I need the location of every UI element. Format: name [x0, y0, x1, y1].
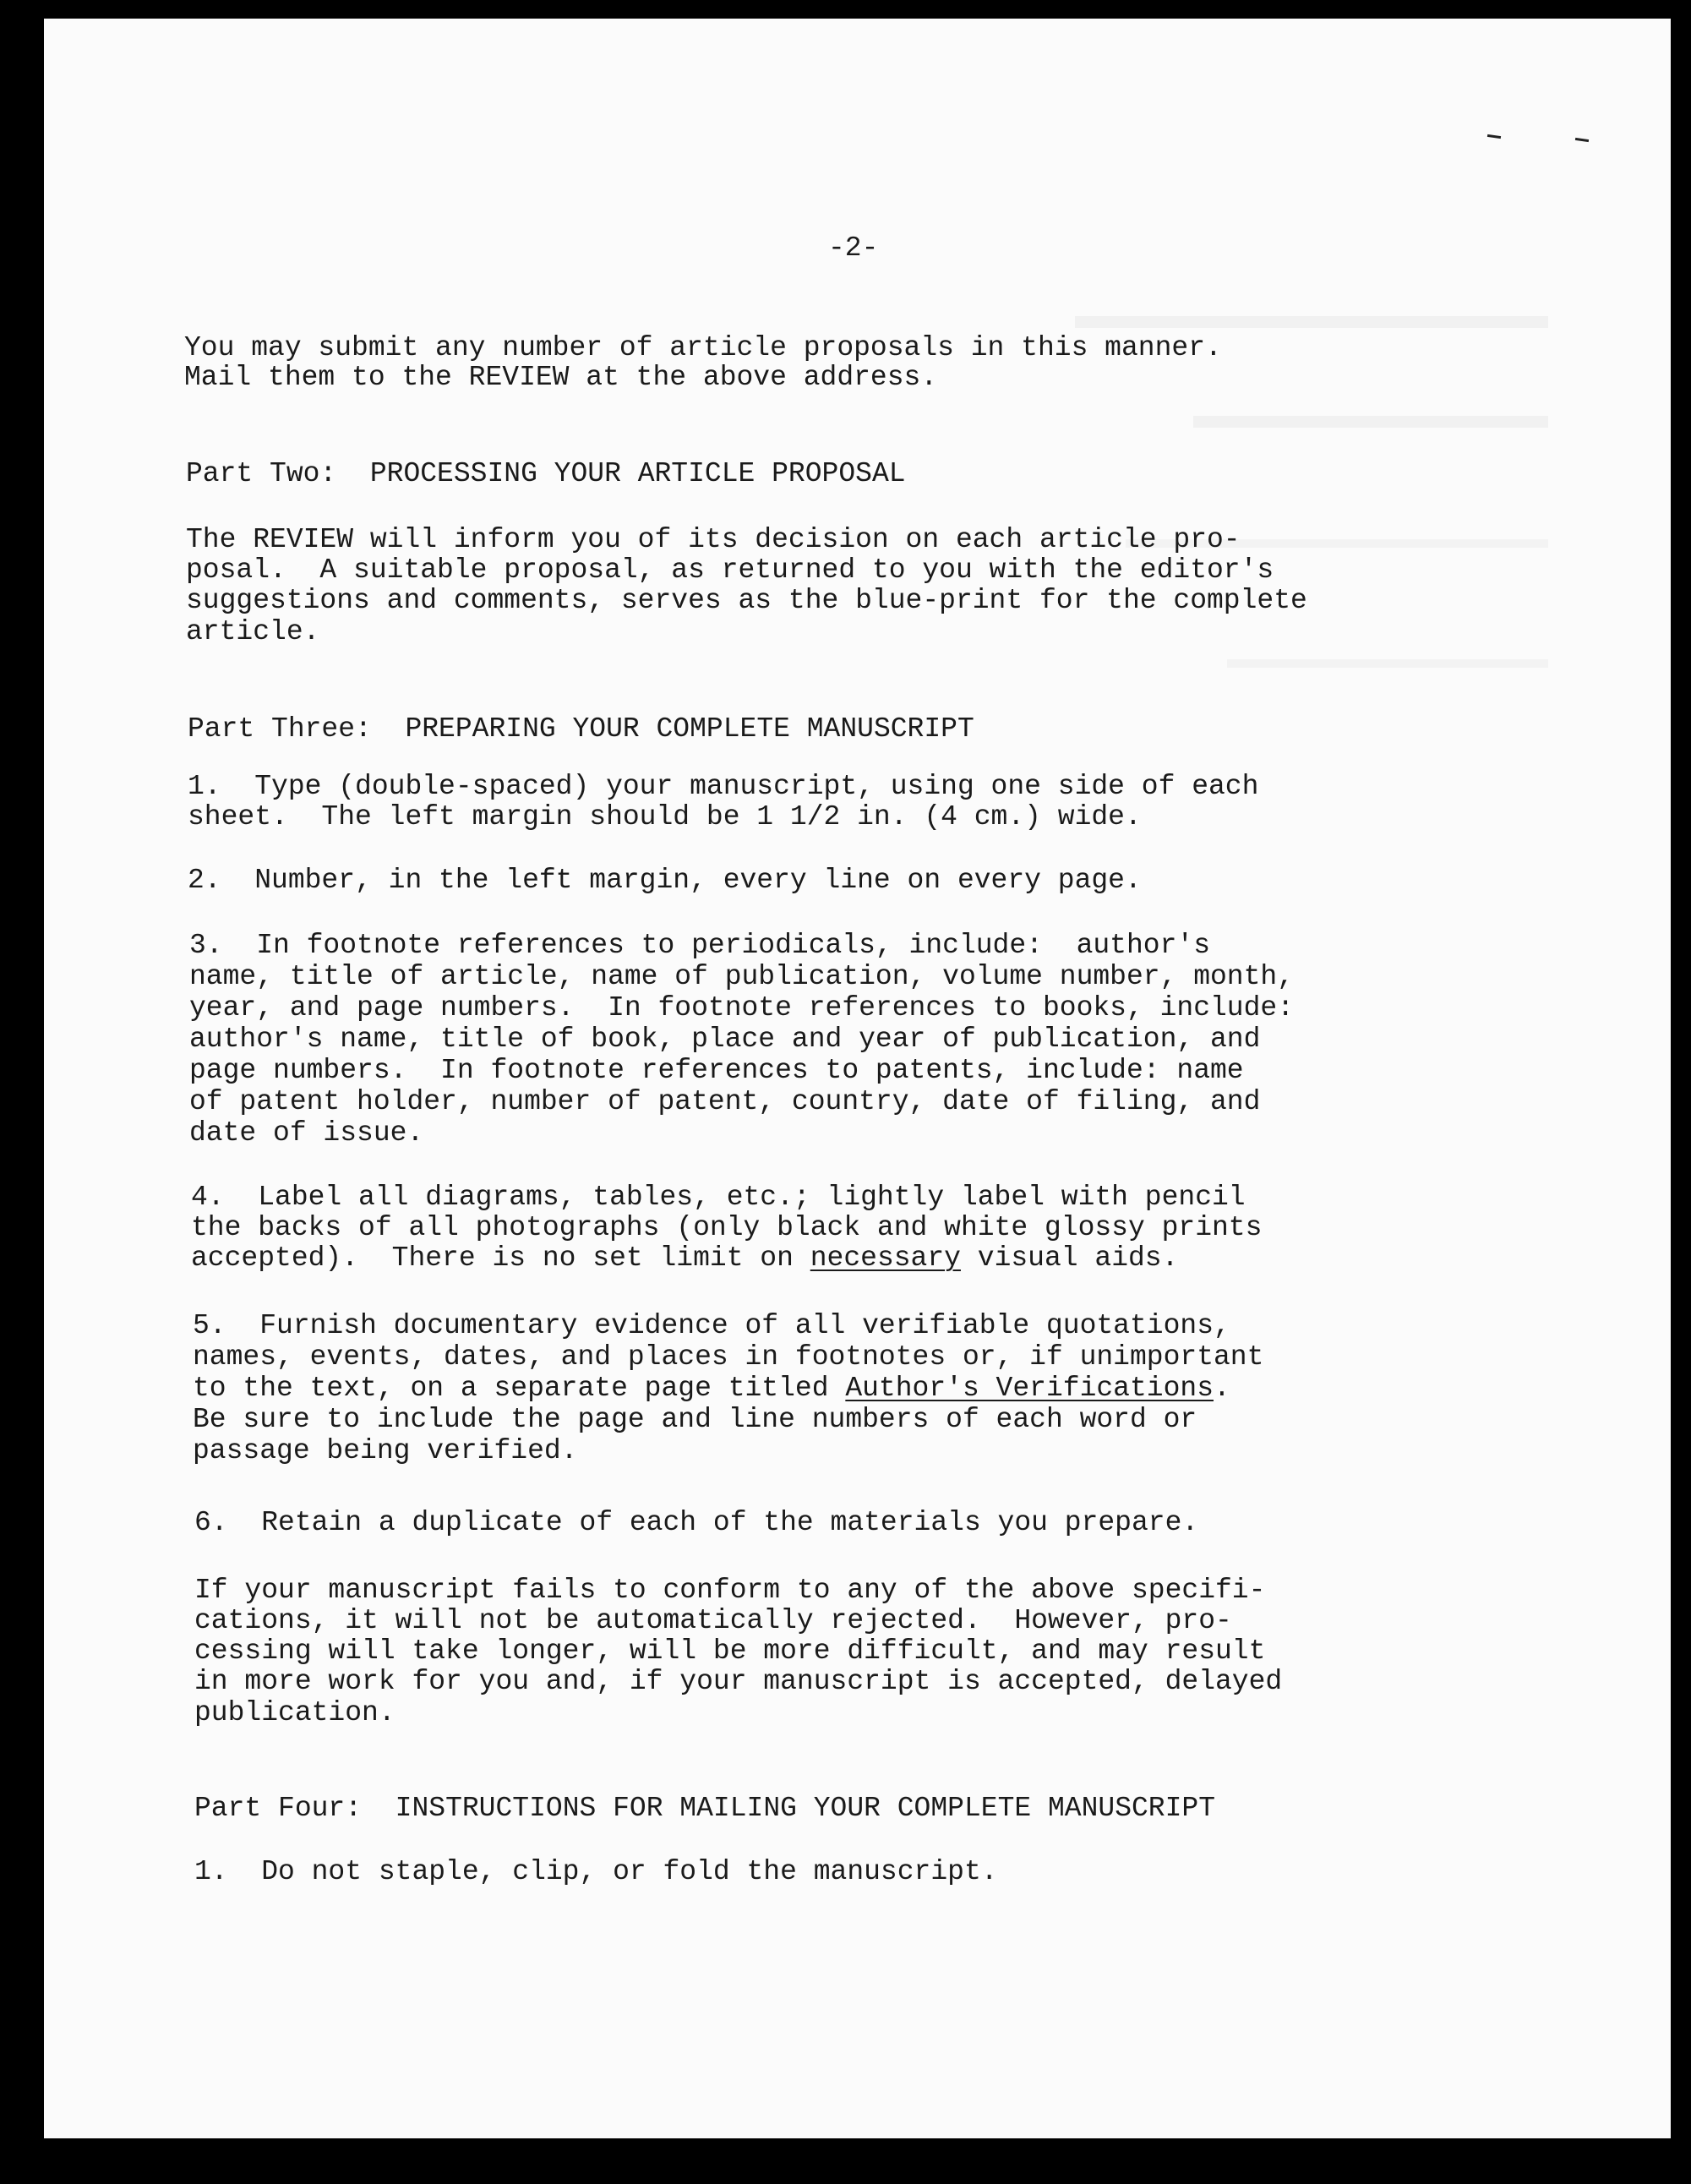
paragraph-line: The REVIEW will inform you of its decision on each article pro-	[186, 524, 1241, 555]
closing-line: in more work for you and, if your manuscript is accepted, delayed	[194, 1666, 1283, 1697]
list-item-line: name, title of article, name of publication, volume number, month,	[189, 961, 1295, 992]
underlined-phrase-authors-verifications: Author's Verifications	[845, 1373, 1214, 1404]
text-run: accepted). There is no set limit on	[191, 1242, 810, 1274]
list-item-line	[193, 1372, 1230, 1405]
part-four-title: INSTRUCTIONS FOR MAILING YOUR COMPLETE MANUSCRIPT	[395, 1793, 1216, 1824]
list-item-line: of patent holder, number of patent, country, date of filing, and	[189, 1086, 1261, 1117]
closing-line: cessing will take longer, will be more difficult, and may result	[194, 1635, 1266, 1667]
part-three-heading	[188, 713, 974, 745]
typewritten-text	[44, 19, 1671, 2138]
intro-line: Mail them to the REVIEW at the above address.	[184, 362, 938, 393]
list-item-line: author's name, title of book, place and year of publication, and	[189, 1024, 1261, 1055]
paragraph-line: posal. A suitable proposal, as returned to you with the editor's	[186, 554, 1274, 586]
part-two-title: PROCESSING YOUR ARTICLE PROPOSAL	[369, 458, 906, 489]
paragraph-line: suggestions and comments, serves as the blue-print for the complete	[186, 585, 1307, 616]
part-two-heading	[186, 457, 906, 490]
part-four-label: Part Four:	[194, 1793, 363, 1824]
list-item-line: year, and page numbers. In footnote references to books, include:	[189, 992, 1295, 1024]
list-item-line: 5. Furnish documentary evidence of all verifiable quotations,	[193, 1310, 1230, 1341]
text-run: visual aids.	[960, 1242, 1179, 1274]
list-item-line: the backs of all photographs (only black and white glossy prints	[191, 1212, 1263, 1243]
underlined-word-necessary: necessary	[810, 1242, 961, 1274]
text-run: to the text, on a separate page titled	[193, 1373, 846, 1404]
list-item-line: 4. Label all diagrams, tables, etc.; lightly label with pencil	[191, 1182, 1246, 1213]
list-item-line: passage being verified.	[193, 1435, 578, 1466]
list-item-line: 2. Number, in the left margin, every line on every page.	[188, 865, 1142, 896]
list-item-line	[191, 1242, 1178, 1275]
page-number: -2-	[828, 232, 879, 264]
closing-line: cations, it will not be automatically rejected. However, pro-	[194, 1605, 1232, 1636]
closing-line: publication.	[194, 1697, 395, 1728]
list-item-line: 1. Do not staple, clip, or fold the manuscript.	[194, 1856, 998, 1887]
list-item-line: 6. Retain a duplicate of each of the materials you prepare.	[194, 1507, 1199, 1538]
paragraph-line: article.	[186, 616, 320, 647]
part-four-heading	[194, 1792, 1215, 1825]
list-item-line: names, events, dates, and places in footnotes or, if unimportant	[193, 1341, 1264, 1373]
part-three-title: PREPARING YOUR COMPLETE MANUSCRIPT	[405, 713, 974, 745]
list-item-line: 3. In footnote references to periodicals, include: author's	[189, 930, 1210, 961]
list-item-line: date of issue.	[189, 1117, 424, 1149]
text-run: .	[1214, 1373, 1230, 1404]
intro-line: You may submit any number of article proposals in this manner.	[184, 332, 1222, 363]
part-two-label: Part Two:	[186, 458, 337, 489]
part-three-label: Part Three:	[188, 713, 372, 745]
closing-line: If your manuscript fails to conform to any of the above specifi-	[194, 1575, 1266, 1606]
document-page	[44, 19, 1671, 2138]
list-item-line: 1. Type (double-spaced) your manuscript, using one side of each	[188, 771, 1259, 802]
list-item-line: page numbers. In footnote references to patents, include: name	[189, 1055, 1244, 1086]
list-item-line: sheet. The left margin should be 1 1/2 in. (4 cm.) wide.	[188, 801, 1142, 833]
list-item-line: Be sure to include the page and line numbers of each word or	[193, 1404, 1197, 1435]
